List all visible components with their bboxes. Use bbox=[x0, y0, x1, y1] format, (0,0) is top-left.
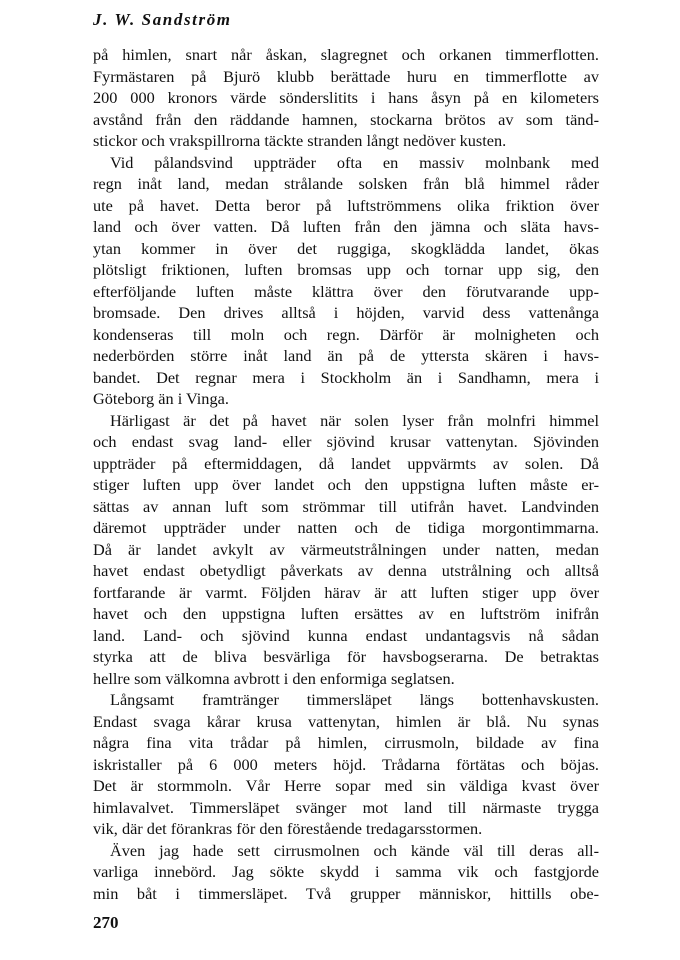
paragraph bbox=[93, 410, 599, 690]
text-line: uppträder på eftermiddagen, då landet uppvärmts av solen. Då bbox=[93, 453, 599, 473]
text-line: Även jag hade sett cirrusmolnen och kände väl till deras all- bbox=[110, 840, 599, 860]
running-header: J. W. Sandström bbox=[93, 10, 232, 29]
text-line: och endast svag land- eller sjövind krusar vattenytan. Sjövinden bbox=[93, 432, 599, 451]
text-line: 200 000 kronors värde sönderslitits i hans åsyn på en kilometers bbox=[93, 88, 599, 107]
text-line: fortfarande är varmt. Följden härav är att luften stiger upp över bbox=[93, 582, 599, 602]
text-line: Fyrmästaren på Bjurö klubb berättade huru en timmerflotte av bbox=[93, 66, 599, 86]
text-line: stickor och vrakspillrorna täckte stranden långt nedöver kusten. bbox=[93, 131, 507, 150]
text-line: ute på havet. Detta beror på luftströmmens olika friktion över bbox=[93, 195, 599, 215]
text-line: några fina vita trådar på himlen, cirrusmoln, bildade av fina bbox=[93, 733, 599, 752]
text-line: Härligast är det på havet när solen lyser från molnfri himmel bbox=[110, 410, 599, 430]
text-line: Göteborg än i Vinga. bbox=[93, 389, 229, 408]
text-line: havet endast obetydligt påverkats av denna utstrålning och alltså bbox=[93, 561, 599, 580]
text-line: varliga innebörd. Jag sökte skydd i samma vik och fastgjorde bbox=[93, 862, 599, 881]
text-line: Vid pålandsvind uppträder ofta en massiv molnbank med bbox=[110, 152, 599, 172]
text-line: bromsade. Den drives alltså i höjden, varvid dess vattenånga bbox=[93, 303, 599, 322]
text-line: land. Land- och sjövind kunna endast undantagsvis nå sådan bbox=[93, 625, 599, 645]
text-line: ytan kommer in över det ruggiga, skogklädda landet, ökas bbox=[93, 238, 599, 258]
text-line: land och över vatten. Då luften från den jämna och släta havs- bbox=[93, 217, 599, 236]
text-line: havet och den uppstigna luften ersättes av en luftström inifrån bbox=[93, 604, 599, 623]
paragraph bbox=[93, 152, 599, 410]
body-text bbox=[93, 44, 599, 904]
text-line: iskristaller på 6 000 meters höjd. Trådarna förtätas och böjas. bbox=[93, 754, 599, 774]
text-line: på himlen, snart når åskan, slagregnet och orkanen timmerflotten. bbox=[93, 45, 599, 64]
paragraph bbox=[93, 44, 599, 152]
text-line: vik, där det förankras för den förestående tredagarsstormen. bbox=[93, 819, 483, 838]
paragraph bbox=[93, 840, 599, 905]
text-line: styrka att de bliva besvärliga för havsbogserarna. De betraktas bbox=[93, 647, 599, 666]
paragraph bbox=[93, 689, 599, 840]
text-line: kondenseras till moln och regn. Därför är molnigheten och bbox=[93, 324, 599, 344]
text-line: Långsamt framtränger timmersläpet längs bottenhavskusten. bbox=[110, 690, 599, 709]
text-line: Det är stormmoln. Vår Herre sopar med sin väldiga kvast över bbox=[93, 776, 599, 795]
text-line: stiger luften upp över landet och den uppstigna luften måste er- bbox=[93, 475, 599, 494]
text-line: efterföljande luften måste klättra över den förutvarande upp- bbox=[93, 281, 599, 301]
text-line: avstånd från den räddande hamnen, stockarna brötos av som tänd- bbox=[93, 109, 599, 129]
text-line: sättas av annan luft som strömmar till utifrån havet. Landvinden bbox=[93, 496, 599, 516]
text-line: plötsligt friktionen, luften bromsas upp och tornar upp sig, den bbox=[93, 260, 599, 279]
text-line: regn inåt land, medan strålande solsken från blå himmel råder bbox=[93, 174, 599, 193]
text-line: hellre som välkomna avbrott i den enformiga seglatsen. bbox=[93, 668, 455, 688]
text-line: Endast svaga kårar krusa vattenytan, himlen är blå. Nu synas bbox=[93, 711, 599, 731]
text-line: bandet. Det regnar mera i Stockholm än i Sandhamn, mera i bbox=[93, 367, 599, 387]
text-line: himlavalvet. Timmersläpet svänger mot land till närmaste trygga bbox=[93, 797, 599, 817]
page-number: 270 bbox=[93, 913, 119, 932]
text-line: Då är landet avkylt av värmeutstrålningen under natten, medan bbox=[93, 539, 599, 559]
text-line: min båt i timmersläpet. Två grupper människor, hittills obe- bbox=[93, 883, 599, 903]
text-line: nederbörden större inåt land än på de yttersta skären i havs- bbox=[93, 346, 599, 365]
text-line: däremot uppträder under natten och de tidiga morgontimmarna. bbox=[93, 518, 599, 537]
